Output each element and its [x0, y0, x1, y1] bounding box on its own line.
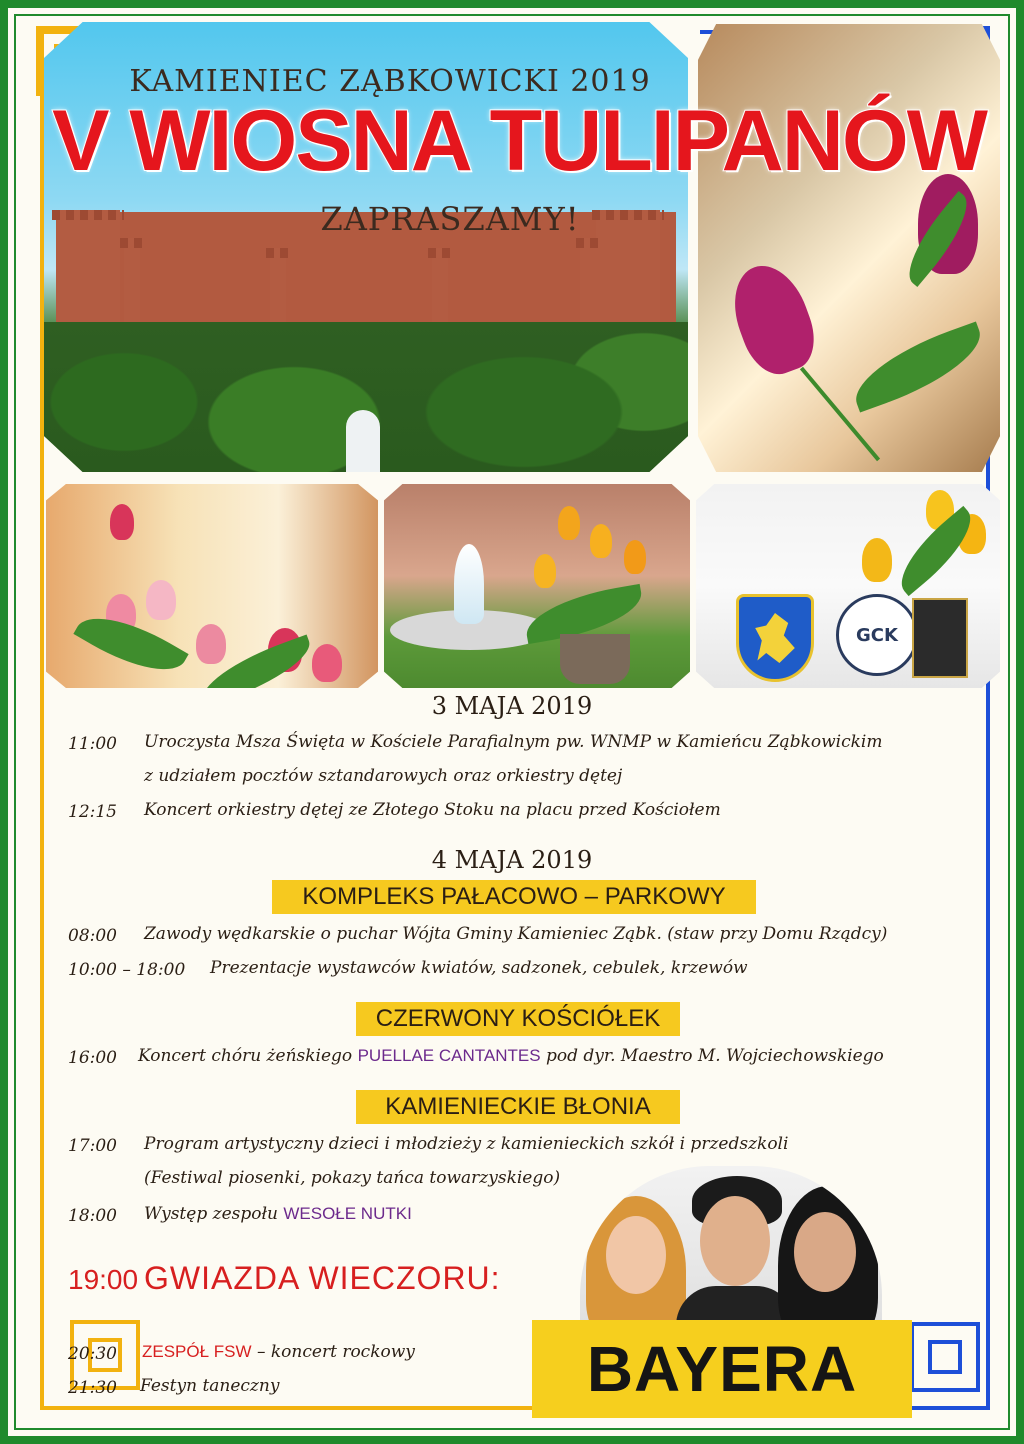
castle-tower [124, 238, 140, 328]
face [794, 1212, 856, 1292]
page-title: V WIOSNA TULIPANÓW [52, 93, 986, 189]
headliner-name: BAYERA [586, 1333, 858, 1405]
emblem-icon [912, 598, 968, 678]
event-time: 08:00 [68, 926, 117, 946]
highlight-text: WESOŁE NUTKI [283, 1204, 412, 1223]
event-time: 11:00 [68, 734, 117, 754]
event-time: 16:00 [68, 1048, 117, 1068]
event-text: (Festiwal piosenki, pokazy tańca towarzyskiego) [144, 1168, 561, 1188]
fountain-water [454, 544, 484, 624]
tulip-flower [534, 554, 556, 588]
tulip-leaf [844, 321, 991, 412]
event-time: 20:30 [68, 1344, 117, 1364]
tulip-flower [110, 504, 134, 540]
gold-line-bottom [40, 1406, 540, 1410]
event-text: Koncert orkiestry dętej ze Złotego Stoku na placu przed Kościołem [144, 800, 721, 820]
event-text [138, 1046, 884, 1066]
venue-banner: KAMIENIECKIE BŁONIA [356, 1090, 680, 1124]
corner-knot-icon [910, 1322, 980, 1392]
location-year-heading: KAMIENIEC ZĄBKOWICKI 2019 [129, 64, 651, 99]
event-text-part: Występ zespołu [144, 1204, 284, 1224]
gck-logo-text: GCK [856, 624, 898, 646]
event-text: Prezentacje wystawców kwiatów, sadzonek, cebulek, krzewów [210, 958, 748, 978]
tulip-flower [558, 506, 580, 540]
face [606, 1216, 666, 1294]
star-time: 19:00 [68, 1264, 139, 1295]
tulip-flower [146, 580, 176, 620]
event-time: 10:00 – 18:00 [68, 960, 186, 980]
event-text-part: Koncert chóru żeńskiego [138, 1046, 358, 1066]
highlight-text: PUELLAE CANTANTES [357, 1046, 541, 1065]
tulip-flower [721, 255, 824, 382]
event-text: Festyn taneczny [140, 1376, 280, 1396]
event-text: Program artystyczny dzieci i młodzieży z kamienieckich szkół i przedszkoli [144, 1134, 789, 1154]
day2-date: 4 MAJA 2019 [431, 846, 593, 874]
event-time: 12:15 [68, 802, 117, 822]
venue-banner: CZERWONY KOŚCIÓŁEK [356, 1002, 680, 1036]
tulip-flower [590, 524, 612, 558]
face [700, 1196, 770, 1286]
day1-date: 3 MAJA 2019 [431, 692, 593, 720]
gck-logo [836, 594, 918, 676]
venue-banner: KOMPLEKS PAŁACOWO – PARKOWY [272, 880, 756, 914]
event-text-part: pod dyr. Maestro M. Wojciechowskiego [540, 1046, 884, 1066]
highlight-text: ZESPÓŁ FSW [142, 1342, 252, 1361]
event-time: 17:00 [68, 1136, 117, 1156]
event-text-part: – koncert rockowy [251, 1342, 415, 1362]
flower-vase [560, 634, 630, 684]
invite-heading: ZAPRASZAMY! [320, 200, 580, 238]
fountain-photo [384, 484, 690, 688]
lion-icon [753, 613, 797, 663]
tulip-flower [312, 644, 342, 682]
tulip-flower [624, 540, 646, 574]
event-time: 21:30 [68, 1378, 117, 1398]
castle-tower [580, 238, 596, 328]
blue-line-bottom [900, 1406, 990, 1410]
tulip-flower [196, 624, 226, 664]
tulip-flower [862, 538, 892, 582]
event-text: Zawody wędkarskie o puchar Wójta Gminy Kamieniec Ząbk. (staw przy Domu Rządcy) [144, 924, 888, 944]
star-heading: GWIAZDA WIECZORU: [144, 1260, 501, 1296]
event-text: z udziałem pocztów sztandarowych oraz orkiestry dętej [144, 766, 623, 786]
castle-gate [346, 410, 380, 472]
event-text [142, 1342, 415, 1362]
tulips-exhibit-photo [46, 484, 378, 688]
event-time: 18:00 [68, 1206, 117, 1226]
event-text: Uroczysta Msza Święta w Kościele Parafialnym pw. WNMP w Kamieńcu Ząbkowickim [144, 732, 883, 752]
coat-of-arms-icon [736, 594, 814, 682]
event-text [144, 1204, 412, 1224]
